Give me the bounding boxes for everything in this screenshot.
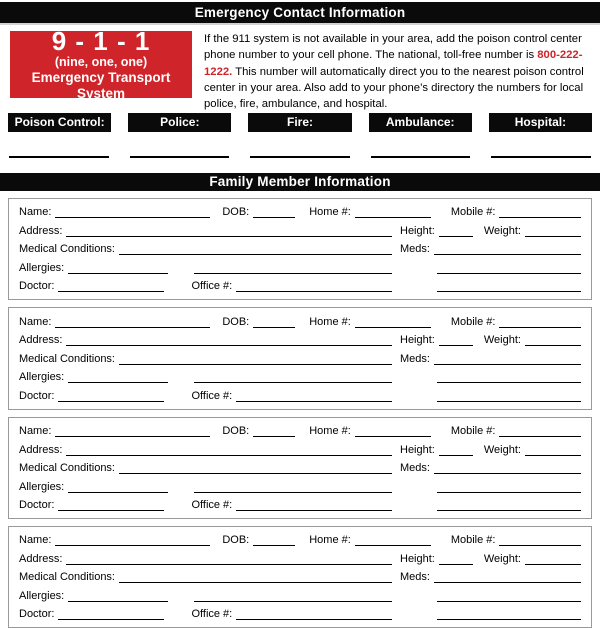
- doctor-field-line[interactable]: [58, 616, 164, 620]
- meds-continuation-group-2: [400, 288, 581, 292]
- member-row-medical: [19, 570, 581, 583]
- info-text-after: This number will automatically direct you to the nearest poison control center in your area. Also add to your phone’s directory the numbers for local police, fire, ambulance, and hospital.: [204, 65, 584, 111]
- emergency-number: 9 - 1 - 1: [51, 25, 151, 56]
- allergies-label: Allergies:: [19, 371, 65, 384]
- emergency-transport-caption: Emergency Transport System: [31, 69, 171, 101]
- allergies-field-line-2[interactable]: [194, 270, 392, 274]
- name-label: Name:: [19, 206, 52, 219]
- allergies-field-line-2[interactable]: [194, 489, 392, 493]
- medical-conditions-label: Medical Conditions:: [19, 243, 115, 256]
- weight-field-line[interactable]: [525, 452, 581, 456]
- address-group: [19, 444, 392, 456]
- doctor-label: Doctor:: [19, 608, 55, 621]
- mobile-phone-label: Mobile #:: [450, 425, 496, 438]
- meds-label: Meds:: [400, 462, 430, 475]
- name-field-line[interactable]: [55, 214, 210, 218]
- weight-label: Weight:: [483, 552, 521, 565]
- police-write-line[interactable]: [130, 154, 230, 158]
- medical-conditions-field-line[interactable]: [119, 579, 392, 583]
- member-row-allergies: [19, 260, 581, 273]
- height-field-line[interactable]: [439, 233, 473, 237]
- doctor-field-line[interactable]: [58, 288, 164, 292]
- family-section-header: [0, 173, 600, 191]
- meds-label: Meds:: [400, 571, 430, 584]
- height-field-line[interactable]: [439, 561, 473, 565]
- member-row-medical: [19, 351, 581, 364]
- home-phone-label: Home #:: [309, 206, 351, 219]
- allergies-field-line-2[interactable]: [194, 379, 392, 383]
- dob-field-line[interactable]: [253, 324, 295, 328]
- medical-conditions-label: Medical Conditions:: [19, 462, 115, 475]
- member-row-address: [19, 442, 581, 455]
- address-field-line[interactable]: [66, 561, 392, 565]
- info-text-before: If the 911 system is not available in your area, add the poison control center phone number to your cell phone. The national, toll-free number is: [204, 33, 582, 62]
- office-phone-label: Office #:: [191, 389, 233, 402]
- meds-field-line[interactable]: [434, 579, 581, 583]
- height-weight-group: [400, 225, 581, 237]
- doctor-label: Doctor:: [19, 280, 55, 293]
- member-row-identity: [19, 424, 581, 437]
- allergies-group: [19, 481, 392, 493]
- member-row-allergies: [19, 588, 581, 601]
- meds-field-line-2[interactable]: [437, 489, 581, 493]
- address-field-line[interactable]: [66, 452, 392, 456]
- name-label: Name:: [19, 315, 52, 328]
- mobile-phone-field-line[interactable]: [499, 433, 581, 437]
- contact-label-fire: Fire:: [248, 113, 351, 132]
- allergies-group: [19, 590, 392, 602]
- meds-field-line-2[interactable]: [437, 379, 581, 383]
- member-row-allergies: [19, 479, 581, 492]
- member-row-identity: [19, 533, 581, 546]
- ambulance-write-line[interactable]: [371, 154, 471, 158]
- member-row-doctor: [19, 279, 581, 292]
- poison-control-phone-number: 800-222-1222.: [204, 49, 583, 78]
- poison-control-info-paragraph: [204, 31, 590, 111]
- meds-label: Meds:: [400, 352, 430, 365]
- meds-continuation-group: [400, 379, 581, 383]
- doctor-group: [19, 280, 392, 292]
- home-phone-field-line[interactable]: [355, 324, 431, 328]
- meds-continuation-group: [400, 598, 581, 602]
- family-member-card: [8, 198, 592, 300]
- meds-field-line-3[interactable]: [437, 288, 581, 292]
- name-label: Name:: [19, 425, 52, 438]
- allergies-group: [19, 262, 392, 274]
- height-label: Height:: [400, 334, 435, 347]
- medical-conditions-group: [19, 353, 392, 365]
- doctor-group: [19, 390, 392, 402]
- weight-label: Weight:: [483, 224, 521, 237]
- fire-write-line[interactable]: [250, 154, 350, 158]
- meds-field-line[interactable]: [434, 470, 581, 474]
- address-label: Address:: [19, 334, 63, 347]
- office-phone-field-line[interactable]: [236, 398, 392, 402]
- mobile-phone-label: Mobile #:: [450, 534, 496, 547]
- member-row-medical: [19, 242, 581, 255]
- family-section-title: Family Member Information: [209, 174, 391, 189]
- meds-field-line-2[interactable]: [437, 270, 581, 274]
- emergency-section-header: [0, 2, 600, 25]
- height-weight-group: [400, 334, 581, 346]
- 911-callout-box: [10, 25, 192, 101]
- dob-label: DOB:: [222, 534, 250, 547]
- member-row-doctor: [19, 388, 581, 401]
- meds-group: [400, 462, 581, 474]
- member-row-doctor: [19, 498, 581, 511]
- family-member-card: [8, 417, 592, 519]
- meds-group: [400, 571, 581, 583]
- member-row-address: [19, 551, 581, 564]
- contact-label-ambulance: Ambulance:: [369, 113, 472, 132]
- office-phone-label: Office #:: [191, 608, 233, 621]
- office-phone-label: Office #:: [191, 280, 233, 293]
- dob-label: DOB:: [222, 425, 250, 438]
- address-label: Address:: [19, 552, 63, 565]
- medical-conditions-label: Medical Conditions:: [19, 352, 115, 365]
- intro-row: [10, 25, 590, 111]
- doctor-group: [19, 499, 392, 511]
- medical-conditions-field-line[interactable]: [119, 251, 392, 255]
- doctor-field-line[interactable]: [58, 398, 164, 402]
- name-field-line[interactable]: [55, 433, 210, 437]
- medical-conditions-label: Medical Conditions:: [19, 571, 115, 584]
- family-member-card: [8, 307, 592, 409]
- address-label: Address:: [19, 224, 63, 237]
- name-field-line[interactable]: [55, 324, 210, 328]
- doctor-label: Doctor:: [19, 498, 55, 511]
- dob-field-line[interactable]: [253, 214, 295, 218]
- allergies-field-line[interactable]: [68, 598, 168, 602]
- emergency-number-words: (nine, one, one): [54, 54, 148, 69]
- dob-field-line[interactable]: [253, 433, 295, 437]
- emergency-contacts-label-row: [8, 113, 592, 132]
- mobile-phone-field-line[interactable]: [499, 324, 581, 328]
- height-weight-group: [400, 444, 581, 456]
- meds-continuation-group: [400, 489, 581, 493]
- member-row-doctor: [19, 607, 581, 620]
- name-label: Name:: [19, 534, 52, 547]
- height-label: Height:: [400, 443, 435, 456]
- emergency-section-title: Emergency Contact Information: [194, 5, 406, 20]
- medical-conditions-field-line[interactable]: [119, 361, 392, 365]
- mobile-phone-label: Mobile #:: [450, 315, 496, 328]
- medical-conditions-group: [19, 243, 392, 255]
- meds-field-line[interactable]: [434, 361, 581, 365]
- office-phone-field-line[interactable]: [236, 288, 392, 292]
- dob-label: DOB:: [222, 315, 250, 328]
- name-field-line[interactable]: [55, 542, 210, 546]
- meds-field-line-3[interactable]: [437, 398, 581, 402]
- meds-field-line-3[interactable]: [437, 507, 581, 511]
- allergies-field-line[interactable]: [68, 489, 168, 493]
- home-phone-label: Home #:: [309, 425, 351, 438]
- meds-continuation-group-2: [400, 507, 581, 511]
- address-group: [19, 225, 392, 237]
- member-row-identity: [19, 205, 581, 218]
- meds-continuation-group: [400, 270, 581, 274]
- meds-group: [400, 353, 581, 365]
- office-phone-field-line[interactable]: [236, 507, 392, 511]
- allergies-label: Allergies:: [19, 589, 65, 602]
- member-row-address: [19, 333, 581, 346]
- member-row-medical: [19, 461, 581, 474]
- address-field-line[interactable]: [66, 342, 392, 346]
- allergies-field-line[interactable]: [68, 270, 168, 274]
- mobile-phone-field-line[interactable]: [499, 214, 581, 218]
- weight-field-line[interactable]: [525, 342, 581, 346]
- meds-group: [400, 243, 581, 255]
- allergies-field-line[interactable]: [68, 379, 168, 383]
- medical-conditions-field-line[interactable]: [119, 470, 392, 474]
- weight-field-line[interactable]: [525, 561, 581, 565]
- mobile-phone-field-line[interactable]: [499, 542, 581, 546]
- address-group: [19, 334, 392, 346]
- family-members-list: [8, 198, 592, 628]
- allergies-label: Allergies:: [19, 261, 65, 274]
- medical-conditions-group: [19, 571, 392, 583]
- address-field-line[interactable]: [66, 233, 392, 237]
- height-label: Height:: [400, 552, 435, 565]
- member-row-identity: [19, 314, 581, 327]
- address-group: [19, 553, 392, 565]
- home-phone-field-line[interactable]: [355, 433, 431, 437]
- contact-label-hospital: Hospital:: [489, 113, 592, 132]
- office-phone-field-line[interactable]: [236, 616, 392, 620]
- weight-field-line[interactable]: [525, 233, 581, 237]
- home-phone-field-line[interactable]: [355, 214, 431, 218]
- hospital-write-line[interactable]: [491, 154, 591, 158]
- height-field-line[interactable]: [439, 452, 473, 456]
- meds-field-line[interactable]: [434, 251, 581, 255]
- home-phone-label: Home #:: [309, 534, 351, 547]
- address-label: Address:: [19, 443, 63, 456]
- poison-control-write-line[interactable]: [9, 154, 109, 158]
- meds-continuation-group-2: [400, 616, 581, 620]
- office-phone-label: Office #:: [191, 498, 233, 511]
- allergies-field-line-2[interactable]: [194, 598, 392, 602]
- doctor-label: Doctor:: [19, 389, 55, 402]
- contact-label-poison-control: Poison Control:: [8, 113, 111, 132]
- allergies-label: Allergies:: [19, 480, 65, 493]
- meds-label: Meds:: [400, 243, 430, 256]
- family-member-card: [8, 526, 592, 628]
- contact-label-police: Police:: [128, 113, 231, 132]
- home-phone-label: Home #:: [309, 315, 351, 328]
- mobile-phone-label: Mobile #:: [450, 206, 496, 219]
- member-row-address: [19, 223, 581, 236]
- height-weight-group: [400, 553, 581, 565]
- weight-label: Weight:: [483, 443, 521, 456]
- weight-label: Weight:: [483, 334, 521, 347]
- dob-label: DOB:: [222, 206, 250, 219]
- meds-field-line-3[interactable]: [437, 616, 581, 620]
- meds-continuation-group-2: [400, 398, 581, 402]
- emergency-contacts-write-row: [8, 154, 592, 158]
- doctor-field-line[interactable]: [58, 507, 164, 511]
- doctor-group: [19, 608, 392, 620]
- height-field-line[interactable]: [439, 342, 473, 346]
- height-label: Height:: [400, 224, 435, 237]
- meds-field-line-2[interactable]: [437, 598, 581, 602]
- dob-field-line[interactable]: [253, 542, 295, 546]
- home-phone-field-line[interactable]: [355, 542, 431, 546]
- member-row-allergies: [19, 370, 581, 383]
- allergies-group: [19, 371, 392, 383]
- medical-conditions-group: [19, 462, 392, 474]
